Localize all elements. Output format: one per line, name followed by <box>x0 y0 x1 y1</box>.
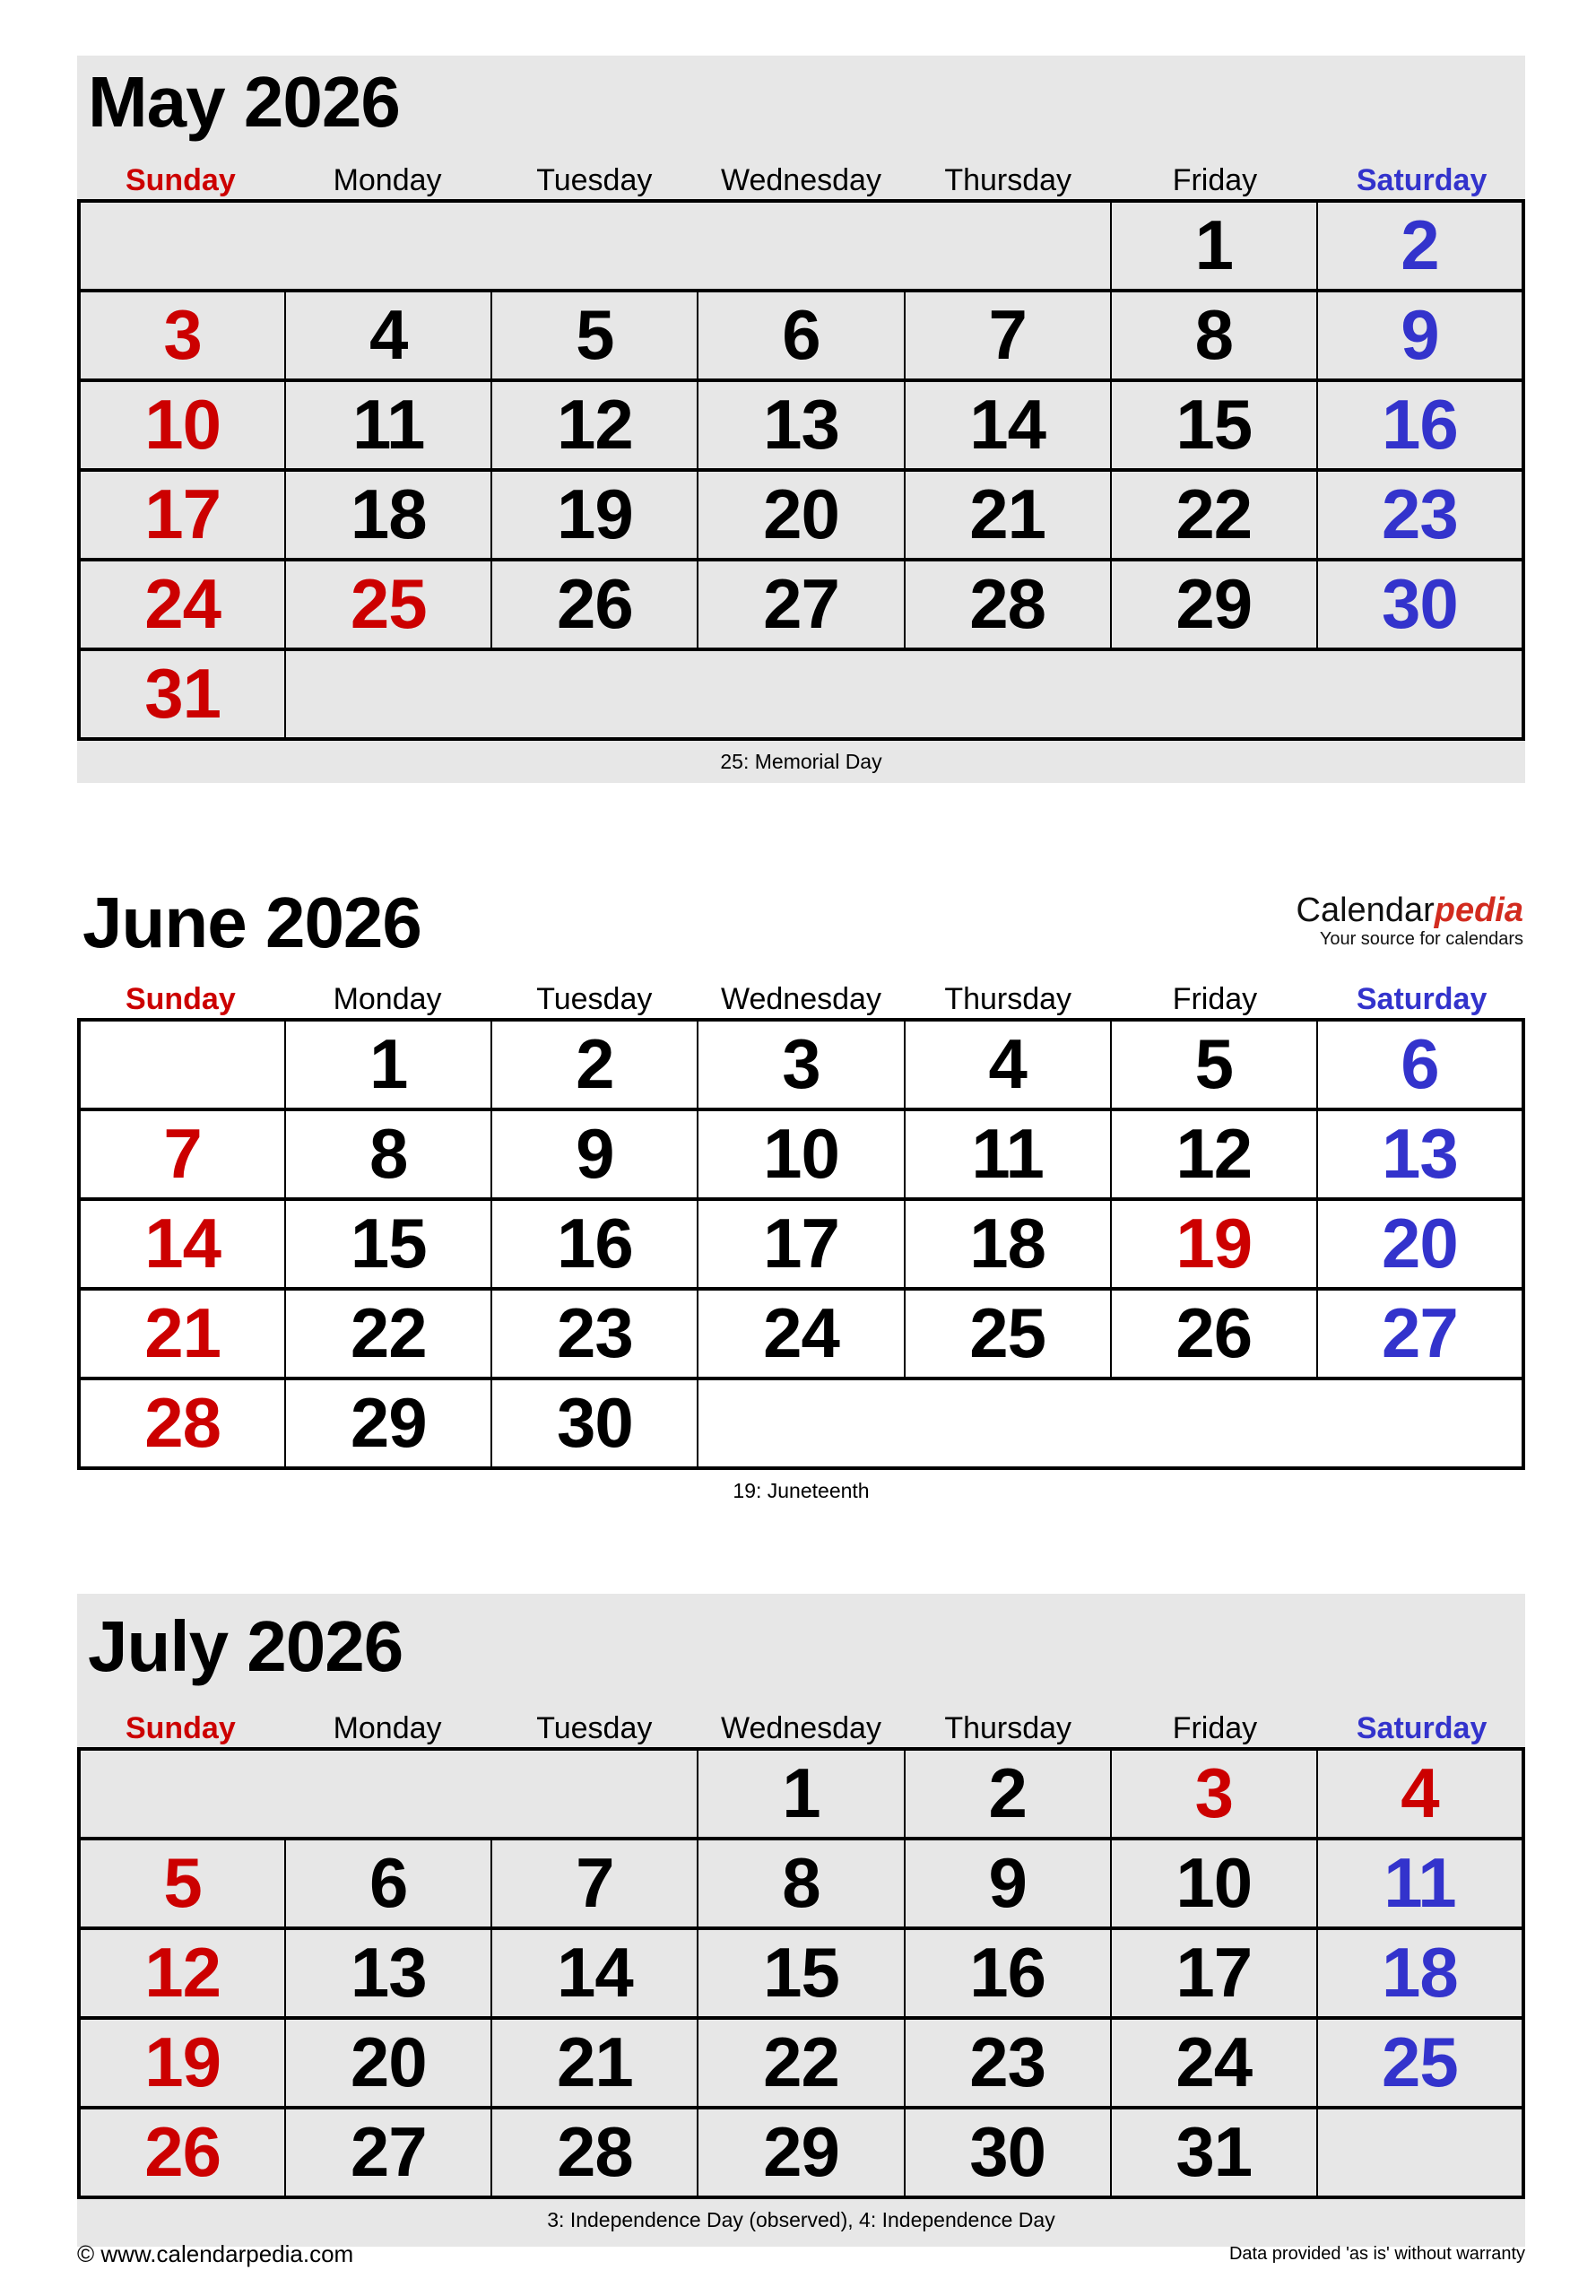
day-cell-6: 6 <box>285 1839 491 1928</box>
day-cell-28: 28 <box>491 2108 698 2197</box>
weekday-tuesday: Tuesday <box>536 163 653 197</box>
day-cell-19: 19 <box>491 470 698 560</box>
day-cell-8: 8 <box>285 1109 491 1199</box>
day-cell-29: 29 <box>1111 560 1317 649</box>
calendar-week-row <box>79 649 1523 739</box>
day-cell-24: 24 <box>1111 2018 1317 2108</box>
copyright-text: © www.calendarpedia.com <box>77 2240 354 2267</box>
day-cell-25: 25 <box>905 1289 1111 1378</box>
holiday-note-july: 3: Independence Day (observed), 4: Independence Day <box>547 2208 1055 2231</box>
day-cell-31: 31 <box>1111 2108 1317 2197</box>
day-cell-13: 13 <box>285 1928 491 2018</box>
day-cell-1: 1 <box>1111 201 1317 291</box>
day-cell-26: 26 <box>491 560 698 649</box>
weekday-tuesday: Tuesday <box>536 1711 653 1745</box>
day-cell-28: 28 <box>79 1378 285 1468</box>
calendar-week-row <box>79 1020 1523 1109</box>
day-cell-20: 20 <box>285 2018 491 2108</box>
day-cell-10: 10 <box>79 380 285 470</box>
weekday-header-june <box>77 978 1525 1018</box>
day-cell-3: 3 <box>698 1020 904 1109</box>
day-cell-11: 11 <box>285 380 491 470</box>
day-cell-8: 8 <box>698 1839 904 1928</box>
day-cell-13: 13 <box>1317 1109 1523 1199</box>
calendar-week-row <box>79 1109 1523 1199</box>
day-cell-10: 10 <box>1111 1839 1317 1928</box>
weekday-header-july <box>77 1708 1525 1747</box>
day-cell-17: 17 <box>79 470 285 560</box>
day-cell-16: 16 <box>1317 380 1523 470</box>
day-cell-17: 17 <box>1111 1928 1317 2018</box>
day-cell-22: 22 <box>1111 470 1317 560</box>
day-cell-12: 12 <box>491 380 698 470</box>
day-cell-21: 21 <box>491 2018 698 2108</box>
month-panel-may <box>77 56 1525 783</box>
day-cell-28: 28 <box>905 560 1111 649</box>
weekday-monday: Monday <box>333 982 442 1016</box>
calendar-week-row <box>79 1839 1523 1928</box>
day-cell-empty <box>79 1020 285 1109</box>
weekday-tuesday: Tuesday <box>536 982 653 1016</box>
logo-part-calendar: Calendar <box>1296 891 1435 929</box>
day-cell-22: 22 <box>698 2018 904 2108</box>
day-cell-21: 21 <box>905 470 1111 560</box>
day-cell-19: 19 <box>79 2018 285 2108</box>
weekday-thursday: Thursday <box>944 982 1072 1016</box>
calendar-week-row <box>79 1749 1523 1839</box>
weekday-friday: Friday <box>1172 982 1258 1016</box>
weekday-sunday: Sunday <box>125 163 236 197</box>
month-panel-july <box>77 1594 1525 2247</box>
day-cell-19: 19 <box>1111 1199 1317 1289</box>
calendar-week-row <box>79 560 1523 649</box>
day-cell-7: 7 <box>79 1109 285 1199</box>
weekday-friday: Friday <box>1172 163 1258 197</box>
day-cell-15: 15 <box>698 1928 904 2018</box>
day-cell-7: 7 <box>905 291 1111 380</box>
weekday-thursday: Thursday <box>944 1711 1072 1745</box>
weekday-sunday: Sunday <box>125 982 236 1016</box>
day-cell-1: 1 <box>698 1749 904 1839</box>
weekday-saturday: Saturday <box>1356 1711 1488 1745</box>
weekday-wednesday: Wednesday <box>721 163 881 197</box>
day-cell-17: 17 <box>698 1199 904 1289</box>
day-cell-24: 24 <box>698 1289 904 1378</box>
month-title-may: May 2026 <box>88 62 400 142</box>
calendar-week-row <box>79 1378 1523 1468</box>
logo-wordmark <box>1297 892 1523 928</box>
disclaimer-text: Data provided 'as is' without warranty <box>1228 2244 1525 2264</box>
day-cell-3: 3 <box>79 291 285 380</box>
day-cell-20: 20 <box>1317 1199 1523 1289</box>
day-cell-5: 5 <box>79 1839 285 1928</box>
weekday-header-may <box>77 160 1525 199</box>
calendar-grid-june <box>77 1018 1525 1470</box>
day-cell-18: 18 <box>285 470 491 560</box>
day-cell-29: 29 <box>698 2108 904 2197</box>
day-cell-27: 27 <box>698 560 904 649</box>
weekday-friday: Friday <box>1172 1711 1258 1745</box>
day-cell-30: 30 <box>905 2108 1111 2197</box>
logo-part-pedia: pedia <box>1434 891 1523 929</box>
weekday-saturday: Saturday <box>1356 163 1488 197</box>
day-cell-6: 6 <box>1317 1020 1523 1109</box>
calendar-week-row <box>79 2108 1523 2197</box>
holiday-note-june: 19: Juneteenth <box>733 1479 870 1502</box>
day-cell-empty <box>285 649 1523 739</box>
day-cell-empty <box>1317 2108 1523 2197</box>
day-cell-4: 4 <box>285 291 491 380</box>
day-cell-23: 23 <box>491 1289 698 1378</box>
day-cell-15: 15 <box>1111 380 1317 470</box>
day-cell-20: 20 <box>698 470 904 560</box>
logo-tagline: Your source for calendars <box>1319 929 1523 949</box>
day-cell-3: 3 <box>1111 1749 1317 1839</box>
calendar-week-row <box>79 1289 1523 1378</box>
day-cell-empty <box>698 1378 1523 1468</box>
day-cell-9: 9 <box>1317 291 1523 380</box>
day-cell-14: 14 <box>491 1928 698 2018</box>
month-title-july: July 2026 <box>88 1606 403 1686</box>
day-cell-30: 30 <box>1317 560 1523 649</box>
weekday-wednesday: Wednesday <box>721 982 881 1016</box>
day-cell-1: 1 <box>285 1020 491 1109</box>
holiday-note-may: 25: Memorial Day <box>720 750 882 773</box>
month-title-june: June 2026 <box>82 883 421 962</box>
day-cell-21: 21 <box>79 1289 285 1378</box>
day-cell-26: 26 <box>79 2108 285 2197</box>
day-cell-30: 30 <box>491 1378 698 1468</box>
calendarpedia-logo <box>1297 892 1523 950</box>
month-panel-june <box>77 883 1525 1517</box>
day-cell-9: 9 <box>905 1839 1111 1928</box>
day-cell-5: 5 <box>1111 1020 1317 1109</box>
day-cell-31: 31 <box>79 649 285 739</box>
calendar-week-row <box>79 2018 1523 2108</box>
day-cell-14: 14 <box>79 1199 285 1289</box>
day-cell-4: 4 <box>1317 1749 1523 1839</box>
day-cell-12: 12 <box>1111 1109 1317 1199</box>
calendar-week-row <box>79 201 1523 291</box>
day-cell-empty <box>79 1749 698 1839</box>
day-cell-5: 5 <box>491 291 698 380</box>
day-cell-23: 23 <box>1317 470 1523 560</box>
calendar-grid-may <box>77 199 1525 741</box>
day-cell-23: 23 <box>905 2018 1111 2108</box>
day-cell-4: 4 <box>905 1020 1111 1109</box>
day-cell-2: 2 <box>1317 201 1523 291</box>
day-cell-29: 29 <box>285 1378 491 1468</box>
day-cell-7: 7 <box>491 1839 698 1928</box>
day-cell-16: 16 <box>491 1199 698 1289</box>
day-cell-9: 9 <box>491 1109 698 1199</box>
calendar-week-row <box>79 470 1523 560</box>
day-cell-8: 8 <box>1111 291 1317 380</box>
day-cell-26: 26 <box>1111 1289 1317 1378</box>
page-footer <box>77 2240 1525 2267</box>
day-cell-25: 25 <box>1317 2018 1523 2108</box>
day-cell-13: 13 <box>698 380 904 470</box>
day-cell-11: 11 <box>1317 1839 1523 1928</box>
day-cell-16: 16 <box>905 1928 1111 2018</box>
day-cell-25: 25 <box>285 560 491 649</box>
calendar-week-row <box>79 1199 1523 1289</box>
day-cell-2: 2 <box>491 1020 698 1109</box>
day-cell-10: 10 <box>698 1109 904 1199</box>
day-cell-15: 15 <box>285 1199 491 1289</box>
calendar-week-row <box>79 1928 1523 2018</box>
day-cell-empty <box>79 201 1111 291</box>
day-cell-12: 12 <box>79 1928 285 2018</box>
weekday-wednesday: Wednesday <box>721 1711 881 1745</box>
weekday-monday: Monday <box>333 1711 442 1745</box>
weekday-saturday: Saturday <box>1356 982 1488 1016</box>
weekday-monday: Monday <box>333 163 442 197</box>
day-cell-14: 14 <box>905 380 1111 470</box>
day-cell-18: 18 <box>1317 1928 1523 2018</box>
day-cell-11: 11 <box>905 1109 1111 1199</box>
day-cell-27: 27 <box>1317 1289 1523 1378</box>
day-cell-2: 2 <box>905 1749 1111 1839</box>
calendar-week-row <box>79 291 1523 380</box>
day-cell-18: 18 <box>905 1199 1111 1289</box>
day-cell-27: 27 <box>285 2108 491 2197</box>
calendar-week-row <box>79 380 1523 470</box>
weekday-sunday: Sunday <box>125 1711 236 1745</box>
day-cell-22: 22 <box>285 1289 491 1378</box>
calendar-grid-july <box>77 1747 1525 2199</box>
day-cell-24: 24 <box>79 560 285 649</box>
weekday-thursday: Thursday <box>944 163 1072 197</box>
day-cell-6: 6 <box>698 291 904 380</box>
